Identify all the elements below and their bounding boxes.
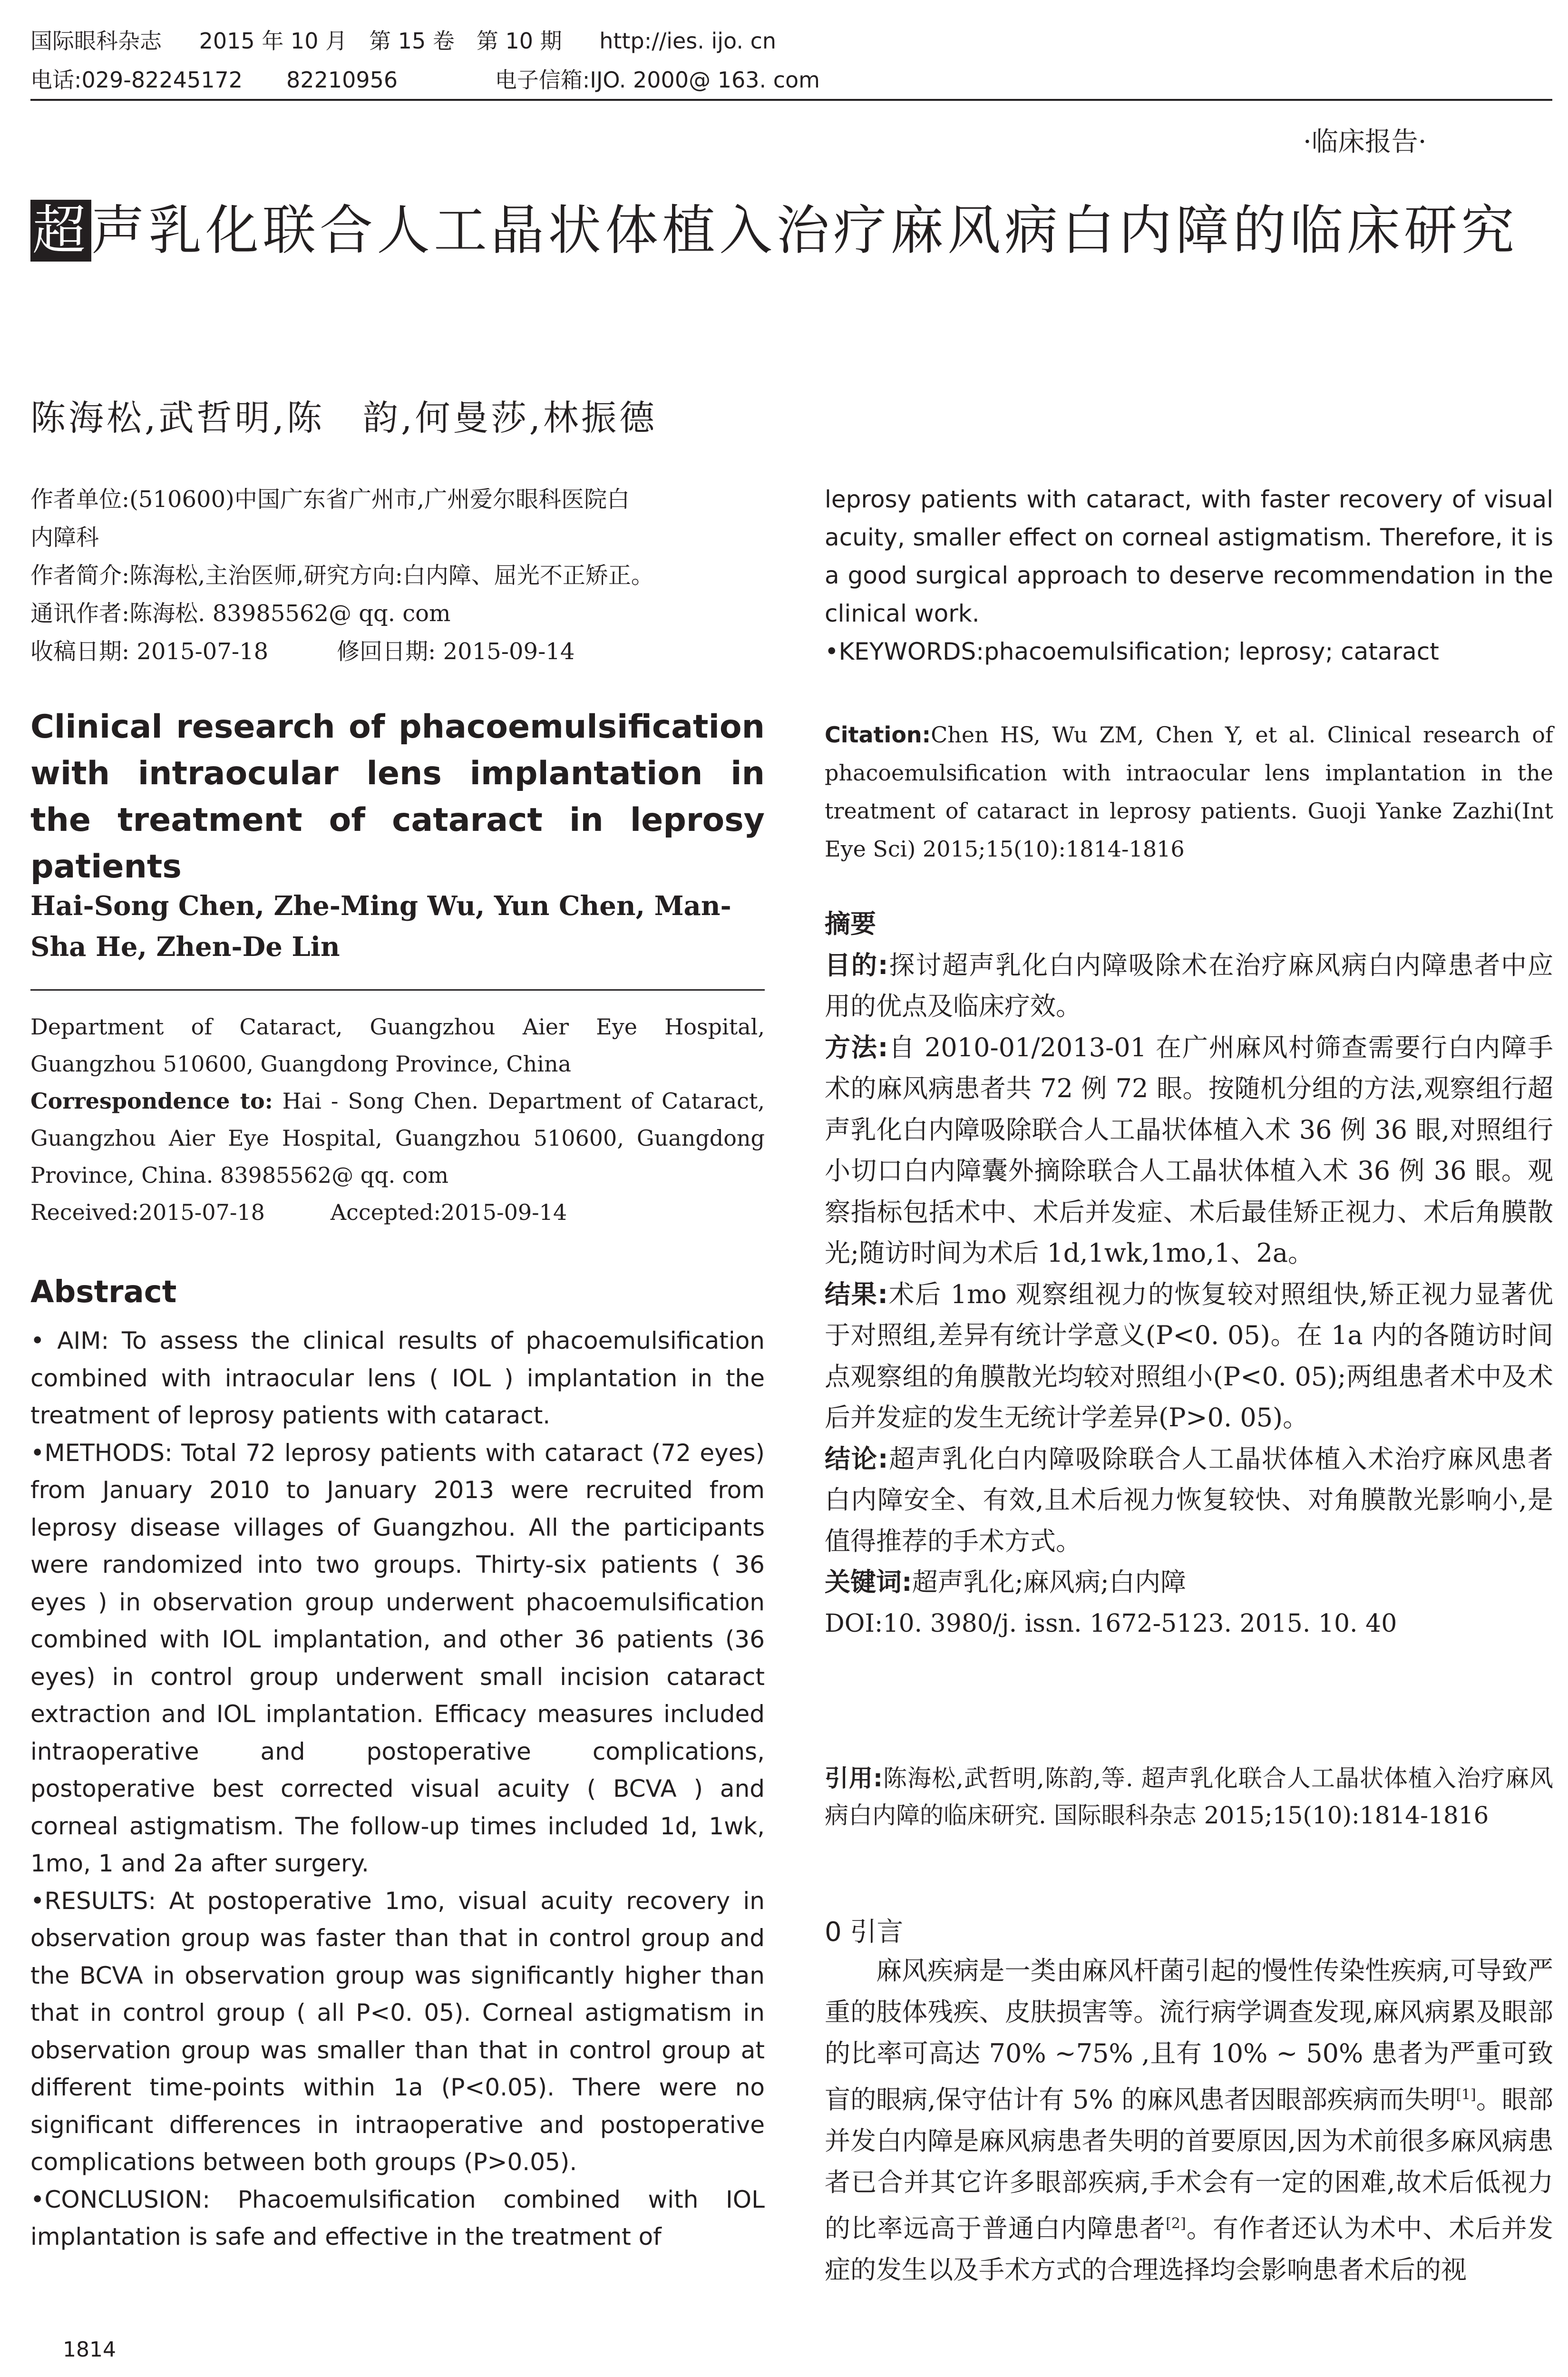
phone-info: 电话:029-82245172 82210956 <box>30 67 398 93</box>
issue-info: 2015 年 10 月 第 15 卷 第 10 期 <box>199 28 562 54</box>
affiliation-line: 作者简介:陈海松,主治医师,研究方向:白内障、屈光不正矫正。 <box>30 562 654 589</box>
abstract-conclusion-cont: leprosy patients with cataract, with faster recovery of visual acuity, smaller effect on corneal astigmatism. Therefore, it is a good surgical approach to deserve recommendation in the clinical work. <box>825 486 1553 627</box>
citation-cn <box>825 1760 1553 1834</box>
affiliation-line: 内障科 <box>30 524 99 551</box>
abstract-keywords: •KEYWORDS:phacoemulsification; leprosy; cataract <box>825 638 1439 665</box>
section-label: ·临床报告· <box>1303 127 1427 157</box>
authors-cn: 陈海松,武哲明,陈 韵,何曼莎,林振德 <box>30 398 658 438</box>
correspondence-label: Correspondence to: <box>30 1088 273 1114</box>
authors-rule <box>30 989 765 991</box>
abstract-heading: Abstract <box>30 1275 177 1310</box>
abstract-aim: • AIM: To assess the clinical results of phacoemulsification combined with intraocular lens ( IOL ) implantation in the treatment of leprosy patients with cataract. <box>30 1327 765 1429</box>
abstract-cn-conclusion: 结论:超声乳化白内障吸除联合人工晶状体植入术治疗麻风患者白内障安全、有效,且术后视力恢复较快、对角膜散光影响小,是值得推荐的手术方式。 <box>825 1443 1553 1556</box>
citation-label: Citation: <box>825 722 931 748</box>
abstract-cn-heading: 摘要 <box>825 909 876 939</box>
abstract-cn-aim: 目的:探讨超声乳化白内障吸除术在治疗麻风病白内障患者中应用的优点及临床疗效。 <box>825 950 1553 1021</box>
citation-en <box>825 716 1553 868</box>
reference-1[interactable]: [1] <box>1456 2086 1476 2103</box>
citation-cn-label: 引用: <box>825 1764 883 1792</box>
affiliation-line: 收稿日期: 2015-07-18 修回日期: 2015-09-14 <box>30 638 575 665</box>
title-first-char: 超 <box>30 200 91 262</box>
citation-text: Chen HS, Wu ZM, Chen Y, et al. Clinical research of phacoemulsification with intraocular lens implantation in the treatment of cataract in leprosy patients. Guoji Yanke Zazhi(Int Eye Sci) 2015;15(10):1814-1816 <box>825 722 1553 862</box>
running-header-line1 <box>30 24 807 55</box>
abstract-cn-results: 结果:术后 1mo 观察组视力的恢复较对照组快,矫正视力显著优于对照组,差异有统计学意义(P<0. 05)。在 1a 内的各随访时间点观察组的角膜散光均较对照组小(P<0. 05);两组患者术中及术后并发症的发生无统计学差异(P>0. 05)。 <box>825 1279 1553 1432</box>
journal-name: 国际眼科杂志 <box>30 28 162 54</box>
abstract-results: •RESULTS: At postoperative 1mo, visual acuity recovery in observation group was faster than that in control group and the BCVA in observation group was significantly higher than that in control group ( all P<0. 05). Corneal astigmatism in observation group was smaller than that in control group at different time-points within 1a (P<0.05). There were no significant differences in intraoperative and postoperative complications between both groups (P>0.05). <box>30 1887 765 2176</box>
email-info[interactable]: 电子信箱:IJO. 2000@ 163. com <box>495 67 820 93</box>
affiliation-line: 作者单位:(510600)中国广东省广州市,广州爱尔眼科医院白 <box>30 486 630 513</box>
affiliation-line: 通讯作者:陈海松. 83985562@ qq. com <box>30 600 451 627</box>
received-dates: Received:2015-07-18 Accepted:2015-09-14 <box>30 1199 567 1225</box>
correspondence <box>30 1082 765 1194</box>
abstract-cn <box>825 904 1553 1644</box>
journal-url[interactable]: http://ies. ijo. cn <box>599 28 777 54</box>
english-authors: Hai-Song Chen, Zhe-Ming Wu, Yun Chen, Man-Sha He, Zhen-De Lin <box>30 890 731 963</box>
article-title <box>30 195 1552 266</box>
intro-paragraph: 麻风疾病是一类由麻风杆菌引起的慢性传染性疾病,可导致严重的肢体残疾、皮肤损害等。流行病学调查发现,麻风病累及眼部的比率可高达 70% ~75% ,且有 10% ~ 50% 患者为严重可致盲的眼病,保守估计有 5% 的麻风患者因眼部疾病而失明[1]。眼部并发白内障是麻风病患者失明的首要原因,因为术前很多麻风病患者已合并其它许多眼部疾病,手术会有一定的困难,故术后低视力的比率远高于普通白内障患者[2]。有作者还认为术中、术后并发症的发生以及手术方式的合理选择均会影响患者术后的视 <box>825 1956 1554 2285</box>
english-affiliation <box>30 1008 765 1231</box>
intro-heading: 0 引言 <box>825 1917 904 1948</box>
affiliation-cn <box>30 480 765 671</box>
running-header-line2 <box>30 63 850 94</box>
abstract-body <box>30 1322 765 2256</box>
page-number: 1814 <box>63 2338 116 2362</box>
citation-cn-text: 陈海松,武哲明,陈韵,等. 超声乳化联合人工晶状体植入治疗麻风病白内障的临床研究. 国际眼科杂志 2015;15(10):1814-1816 <box>825 1764 1553 1829</box>
header-rule <box>30 99 1552 101</box>
abstract-cn-methods: 方法:自 2010-01/2013-01 在广州麻风村筛查需要行白内障手术的麻风病患者共 72 例 72 眼。按随机分组的方法,观察组行超声乳化白内障吸除联合人工晶状体植入术 36 例 36 眼,对照组行小切口白内障囊外摘除联合人工晶状体植入术 36 例 36 眼。观察指标包括术中、术后并发症、术后最佳矫正视力、术后角膜散光;随访时间为术后 1d,1wk,1mo,1、2a。 <box>825 1032 1553 1268</box>
abstract-conclusion: •CONCLUSION: Phacoemulsification combined with IOL implantation is safe and effective in the treatment of <box>30 2185 765 2250</box>
correspondence-text: Hai - Song Chen. Department of Cataract, Guangzhou Aier Eye Hospital, Guangzhou 510600, Guangdong Province, China. 83985562@ qq. com <box>30 1088 765 1188</box>
doi[interactable]: DOI:10. 3980/j. issn. 1672-5123. 2015. 10. 40 <box>825 1609 1397 1638</box>
english-title: Clinical research of phacoemulsification with intraocular lens implantation in the treatment of cataract in leprosy patients <box>30 708 765 886</box>
department: Department of Cataract, Guangzhou Aier Eye Hospital, Guangzhou 510600, Guangdong Province, China <box>30 1014 765 1077</box>
abstract-cn-keywords: 关键词:超声乳化;麻风病;白内障 <box>825 1567 1186 1597</box>
reference-2[interactable]: [2] <box>1166 2215 1186 2232</box>
abstract-methods: •METHODS: Total 72 leprosy patients with cataract (72 eyes) from January 2010 to January 2013 were recruited from leprosy disease villages of Guangzhou. All the participants were randomized into two groups. Thirty-six patients ( 36 eyes ) in observation group underwent phacoemulsification combined with IOL implantation, and other 36 patients (36 eyes) in control group underwent small incision cataract extraction and IOL implantation. Efficacy measures included intraoperative and postoperative complications, postoperative best corrected visual acuity ( BCVA ) and corneal astigmatism. The follow-up times included 1d, 1wk, 1mo, 1 and 2a after surgery. <box>30 1439 765 1877</box>
abstract-continued <box>825 480 1553 671</box>
title-rest: 声乳化联合人工晶状体植入治疗麻风病白内障的临床研究 <box>91 200 1518 262</box>
